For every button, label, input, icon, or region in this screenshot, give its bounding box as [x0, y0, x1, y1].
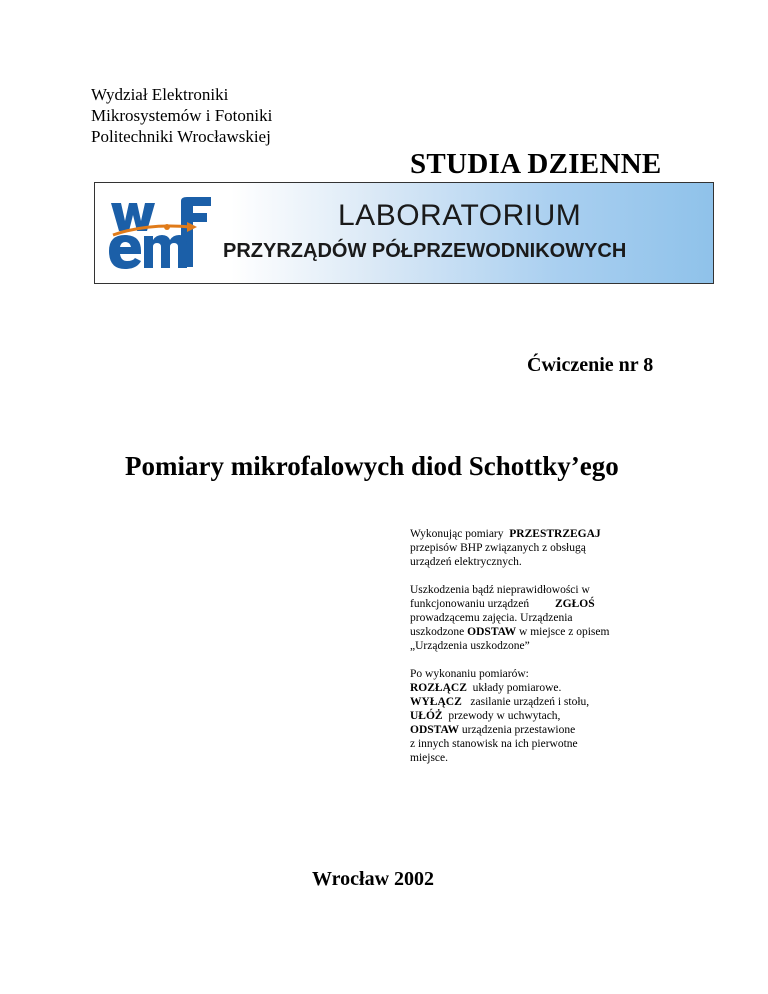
rule-text: prowadzącemu zajęcia. Urządzenia — [410, 612, 573, 624]
rule-keyword: ROZŁĄCZ — [410, 682, 467, 694]
studies-label: STUDIA DZIENNE — [410, 148, 662, 180]
rule-keyword: ZGŁOŚ — [554, 598, 595, 610]
rule-text: uszkodzone — [410, 626, 465, 638]
rule-keyword: ODSTAW — [467, 626, 517, 638]
document-title: Pomiary mikrofalowych diod Schottky’ego — [125, 451, 619, 481]
lab-subtitle: PRZYRZĄDÓW PÓŁPRZEWODNIKOWYCH — [223, 240, 627, 262]
rules-paragraph-2 — [410, 583, 645, 653]
rule-text: urządzeń elektrycznych. — [410, 556, 522, 568]
rule-text: „Urządzenia uszkodzone” — [410, 640, 530, 652]
rule-text: funkcjonowaniu urządzeń — [410, 598, 530, 610]
rule-keyword: UŁÓŻ — [410, 710, 443, 722]
safety-rules — [410, 527, 645, 779]
rule-text: Uszkodzenia bądź nieprawidłowości w — [410, 584, 590, 596]
rule-text: miejsce. — [410, 752, 448, 764]
place-and-year: Wrocław 2002 — [312, 868, 435, 890]
exercise-number: Ćwiczenie nr 8 — [527, 354, 654, 376]
rule-text: w miejsce z opisem — [519, 626, 610, 638]
lab-banner — [94, 182, 714, 284]
rule-text: Po wykonaniu pomiarów: — [410, 668, 529, 680]
rule-keyword: PRZESTRZEGAJ — [509, 528, 601, 540]
rule-keyword: WYŁĄCZ — [410, 696, 462, 708]
rules-paragraph-3 — [410, 667, 645, 765]
rule-text: układy pomiarowe. — [472, 682, 562, 694]
wemf-logo — [107, 197, 219, 271]
faculty-line-1: Wydział Elektroniki — [91, 85, 229, 104]
rule-text: Wykonując pomiary — [410, 528, 504, 540]
rule-keyword: ODSTAW — [410, 724, 459, 736]
faculty-line-2: Mikrosystemów i Fotoniki — [91, 106, 273, 125]
rule-text: przepisów BHP związanych z obsługą — [410, 542, 586, 554]
rule-text: przewody w uchwytach, — [448, 710, 561, 722]
lab-title: LABORATORIUM — [338, 199, 582, 232]
rule-text: urządzenia przestawione — [461, 724, 576, 736]
faculty-line-3: Politechniki Wrocławskiej — [91, 127, 271, 146]
rule-text: z innych stanowisk na ich pierwotne — [410, 738, 578, 750]
rules-paragraph-1 — [410, 527, 645, 569]
rule-text: zasilanie urządzeń i stołu, — [470, 696, 590, 708]
faculty-header — [91, 84, 272, 147]
